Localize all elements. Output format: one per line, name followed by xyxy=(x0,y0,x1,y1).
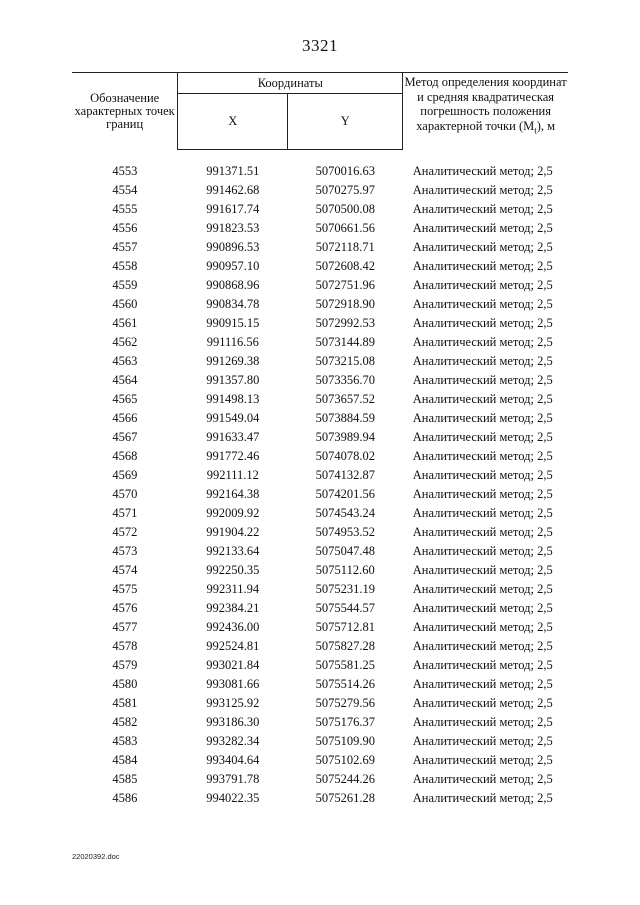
cell-x: 991269.38 xyxy=(206,354,260,368)
cell-y: 5073144.89 xyxy=(315,335,375,349)
table-row xyxy=(72,219,568,238)
cell-y: 5074078.02 xyxy=(315,449,375,463)
cell-y: 5075827.28 xyxy=(315,639,375,653)
cell-y: 5073215.08 xyxy=(315,354,375,368)
cell-x: 991617.74 xyxy=(206,202,260,216)
cell-y: 5075112.60 xyxy=(315,563,375,577)
cell-y: 5070500.08 xyxy=(315,202,375,216)
cell-x: 993125.92 xyxy=(206,696,260,710)
cell-y: 5070275.97 xyxy=(315,183,375,197)
cell-y: 5073884.59 xyxy=(315,411,375,425)
cell-point-id: 4557 xyxy=(112,240,138,254)
cell-method: Аналитический метод; 2,5 xyxy=(412,335,553,349)
table-row xyxy=(72,447,568,466)
cell-y: 5075544.57 xyxy=(315,601,375,615)
header-method-unit: ), м xyxy=(536,118,556,133)
cell-y: 5074201.56 xyxy=(315,487,375,501)
cell-y: 5075102.69 xyxy=(315,753,375,767)
cell-x: 993021.84 xyxy=(206,658,260,672)
cell-x: 991633.47 xyxy=(206,430,260,444)
header-method xyxy=(403,73,568,150)
cell-y: 5075261.28 xyxy=(315,791,375,805)
cell-x: 993282.34 xyxy=(206,734,260,748)
header-x: X xyxy=(178,94,288,150)
cell-point-id: 4553 xyxy=(112,163,138,178)
cell-point-id: 4558 xyxy=(112,259,138,273)
cell-y: 5075581.25 xyxy=(315,658,375,672)
cell-point-id: 4574 xyxy=(112,563,138,577)
cell-y: 5075712.81 xyxy=(315,620,375,634)
cell-x: 991357.80 xyxy=(206,373,260,387)
cell-method: Аналитический метод; 2,5 xyxy=(412,677,553,691)
cell-method: Аналитический метод; 2,5 xyxy=(412,715,553,729)
table-header xyxy=(72,73,568,150)
cell-y: 5073356.70 xyxy=(315,373,375,387)
cell-method: Аналитический метод; 2,5 xyxy=(412,430,553,444)
table-row xyxy=(72,789,568,808)
cell-point-id: 4555 xyxy=(112,202,138,216)
table-row xyxy=(72,599,568,618)
cell-method: Аналитический метод; 2,5 xyxy=(412,449,553,463)
cell-method: Аналитический метод; 2,5 xyxy=(412,392,553,406)
footer-document-code: 22020392.doc xyxy=(72,852,120,861)
table-row xyxy=(72,352,568,371)
cell-point-id: 4554 xyxy=(112,183,138,197)
table-row xyxy=(72,333,568,352)
table-row xyxy=(72,637,568,656)
cell-x: 992164.38 xyxy=(206,487,260,501)
cell-method: Аналитический метод; 2,5 xyxy=(412,259,553,273)
cell-point-id: 4567 xyxy=(112,430,138,444)
table-row xyxy=(72,466,568,485)
cell-point-id: 4586 xyxy=(112,791,138,805)
header-point-label: Обозначение характерных точек границ xyxy=(72,73,178,150)
cell-x: 992250.35 xyxy=(206,563,260,577)
cell-y: 5075231.19 xyxy=(315,582,375,596)
cell-point-id: 4564 xyxy=(112,373,138,387)
cell-x: 992311.94 xyxy=(206,582,260,596)
cell-y: 5072992.53 xyxy=(315,316,375,330)
table-row xyxy=(72,580,568,599)
cell-x: 993186.30 xyxy=(206,715,260,729)
cell-x: 992384.21 xyxy=(206,601,260,615)
cell-method: Аналитический метод; 2,5 xyxy=(412,221,553,235)
cell-x: 990868.96 xyxy=(206,278,260,292)
cell-y: 5075176.37 xyxy=(315,715,375,729)
table-row xyxy=(72,257,568,276)
cell-y: 5070016.63 xyxy=(315,164,375,178)
cell-method: Аналитический метод; 2,5 xyxy=(412,202,553,216)
cell-point-id: 4571 xyxy=(112,506,138,520)
table-row xyxy=(72,276,568,295)
cell-method: Аналитический метод; 2,5 xyxy=(412,468,553,482)
table-row xyxy=(72,409,568,428)
cell-y: 5073989.94 xyxy=(315,430,375,444)
cell-y: 5072918.90 xyxy=(315,297,375,311)
cell-point-id: 4568 xyxy=(112,449,138,463)
table-row xyxy=(72,200,568,219)
cell-method: Аналитический метод; 2,5 xyxy=(412,525,553,539)
table-row xyxy=(72,314,568,333)
cell-point-id: 4579 xyxy=(112,658,138,672)
cell-method: Аналитический метод; 2,5 xyxy=(412,696,553,710)
cell-point-id: 4585 xyxy=(112,772,138,786)
cell-x: 991823.53 xyxy=(206,221,260,235)
cell-method: Аналитический метод; 2,5 xyxy=(412,601,553,615)
cell-point-id: 4563 xyxy=(112,354,138,368)
cell-y: 5073657.52 xyxy=(315,392,375,406)
cell-x: 992524.81 xyxy=(206,639,260,653)
cell-method: Аналитический метод; 2,5 xyxy=(412,658,553,672)
cell-x: 992436.00 xyxy=(206,620,260,634)
cell-method: Аналитический метод; 2,5 xyxy=(412,373,553,387)
cell-y: 5075047.48 xyxy=(315,544,375,558)
cell-x: 992133.64 xyxy=(206,544,260,558)
cell-y: 5074953.52 xyxy=(315,525,375,539)
cell-y: 5075514.26 xyxy=(315,677,375,691)
table-row xyxy=(72,675,568,694)
cell-point-id: 4578 xyxy=(112,639,138,653)
cell-y: 5075244.26 xyxy=(315,772,375,786)
cell-method: Аналитический метод; 2,5 xyxy=(412,639,553,653)
table-row xyxy=(72,656,568,675)
header-method-text: Метод определения координат и средняя квадратическая погрешность положения характерной точки (M xyxy=(404,75,567,133)
cell-method: Аналитический метод; 2,5 xyxy=(412,163,553,178)
cell-x: 991772.46 xyxy=(206,449,260,463)
table-row xyxy=(72,181,568,200)
cell-method: Аналитический метод; 2,5 xyxy=(412,316,553,330)
cell-point-id: 4577 xyxy=(112,620,138,634)
cell-x: 990915.15 xyxy=(206,316,260,330)
table-row xyxy=(72,542,568,561)
cell-point-id: 4569 xyxy=(112,468,138,482)
table-row xyxy=(72,295,568,314)
cell-method: Аналитический метод; 2,5 xyxy=(412,354,553,368)
cell-point-id: 4572 xyxy=(112,525,138,539)
cell-point-id: 4559 xyxy=(112,278,138,292)
cell-point-id: 4573 xyxy=(112,544,138,558)
coordinates-table xyxy=(72,72,568,808)
table-row xyxy=(72,504,568,523)
cell-y: 5074543.24 xyxy=(315,506,375,520)
cell-point-id: 4575 xyxy=(112,582,138,596)
cell-method: Аналитический метод; 2,5 xyxy=(412,411,553,425)
cell-point-id: 4561 xyxy=(112,316,138,330)
cell-method: Аналитический метод; 2,5 xyxy=(412,791,553,805)
cell-point-id: 4581 xyxy=(112,696,138,710)
cell-x: 991371.51 xyxy=(206,164,260,178)
table-row xyxy=(72,371,568,390)
cell-y: 5075109.90 xyxy=(315,734,375,748)
cell-x: 990957.10 xyxy=(206,259,260,273)
table-row xyxy=(72,751,568,770)
table-row xyxy=(72,523,568,542)
cell-x: 993081.66 xyxy=(206,677,260,691)
cell-point-id: 4562 xyxy=(112,335,138,349)
cell-point-id: 4580 xyxy=(112,677,138,691)
cell-y: 5070661.56 xyxy=(315,221,375,235)
cell-x: 991498.13 xyxy=(206,392,260,406)
cell-method: Аналитический метод; 2,5 xyxy=(412,297,553,311)
cell-method: Аналитический метод; 2,5 xyxy=(412,734,553,748)
cell-x: 991462.68 xyxy=(206,183,260,197)
cell-method: Аналитический метод; 2,5 xyxy=(412,506,553,520)
cell-x: 991549.04 xyxy=(206,411,260,425)
cell-point-id: 4570 xyxy=(112,487,138,501)
table-row xyxy=(72,713,568,732)
cell-point-id: 4560 xyxy=(112,297,138,311)
cell-x: 993404.64 xyxy=(206,753,260,767)
table-row xyxy=(72,618,568,637)
cell-method: Аналитический метод; 2,5 xyxy=(412,278,553,292)
cell-y: 5072751.96 xyxy=(315,278,375,292)
table-row xyxy=(72,428,568,447)
table-body xyxy=(72,150,568,809)
cell-y: 5075279.56 xyxy=(315,696,375,710)
cell-point-id: 4576 xyxy=(112,601,138,615)
cell-point-id: 4566 xyxy=(112,411,138,425)
table-row xyxy=(72,694,568,713)
cell-method: Аналитический метод; 2,5 xyxy=(412,772,553,786)
table-row xyxy=(72,732,568,751)
cell-x: 993791.78 xyxy=(206,772,260,786)
cell-x: 992009.92 xyxy=(206,506,260,520)
cell-point-id: 4556 xyxy=(112,221,138,235)
cell-point-id: 4565 xyxy=(112,392,138,406)
cell-x: 992111.12 xyxy=(206,468,259,482)
cell-method: Аналитический метод; 2,5 xyxy=(412,582,553,596)
cell-point-id: 4582 xyxy=(112,715,138,729)
cell-x: 991904.22 xyxy=(206,525,260,539)
cell-y: 5072118.71 xyxy=(315,240,375,254)
table-row xyxy=(72,390,568,409)
cell-x: 991116.56 xyxy=(206,335,259,349)
cell-method: Аналитический метод; 2,5 xyxy=(412,620,553,634)
header-method-subscript: t xyxy=(534,125,537,135)
cell-point-id: 4583 xyxy=(112,734,138,748)
cell-method: Аналитический метод; 2,5 xyxy=(412,487,553,501)
table-row xyxy=(72,150,568,182)
cell-y: 5074132.87 xyxy=(315,468,375,482)
cell-point-id: 4584 xyxy=(112,753,138,767)
cell-x: 990834.78 xyxy=(206,297,260,311)
cell-y: 5072608.42 xyxy=(315,259,375,273)
cell-method: Аналитический метод; 2,5 xyxy=(412,544,553,558)
table-row xyxy=(72,561,568,580)
table-row xyxy=(72,770,568,789)
cell-x: 990896.53 xyxy=(206,240,260,254)
cell-method: Аналитический метод; 2,5 xyxy=(412,753,553,767)
header-y: Y xyxy=(288,94,403,150)
cell-x: 994022.35 xyxy=(206,791,260,805)
cell-method: Аналитический метод; 2,5 xyxy=(412,183,553,197)
page-number: 3321 xyxy=(302,36,338,55)
header-coordinates-group: Координаты xyxy=(178,73,403,94)
table-row xyxy=(72,238,568,257)
table-row xyxy=(72,485,568,504)
cell-method: Аналитический метод; 2,5 xyxy=(412,563,553,577)
cell-method: Аналитический метод; 2,5 xyxy=(412,240,553,254)
